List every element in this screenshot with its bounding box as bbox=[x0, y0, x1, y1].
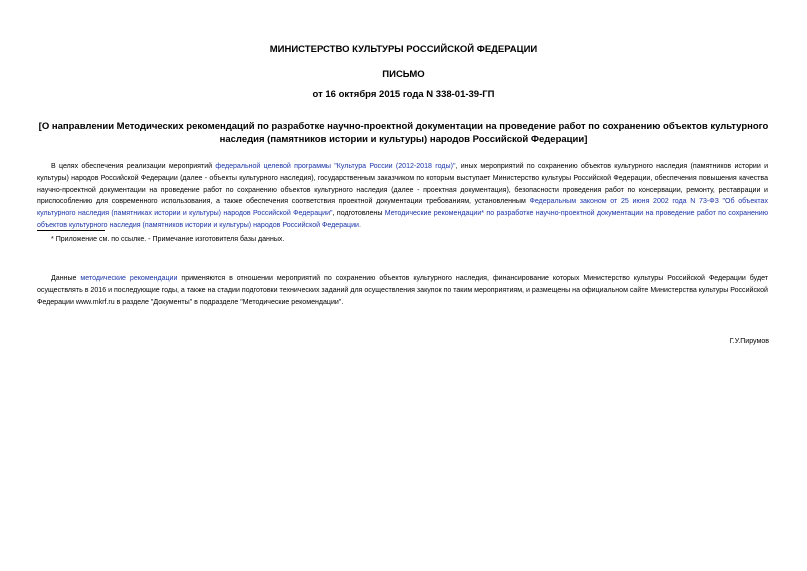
link-recommendations[interactable]: методические рекомендации bbox=[80, 275, 178, 282]
paragraph-main bbox=[37, 161, 768, 232]
paragraph-text: , подготовлены bbox=[332, 210, 385, 218]
footnote-divider bbox=[37, 230, 105, 231]
footnote: * Приложение см. по ссылке. - Примечание изготовителя базы данных. bbox=[51, 236, 285, 243]
ministry-heading: МИНИСТЕРСТВО КУЛЬТУРЫ РОССИЙСКОЙ ФЕДЕРАЦИИ bbox=[269, 44, 538, 55]
link-recommendations-title[interactable]: * по разработке научно-проектной документации на проведение работ по сохранению объектов культурного наследия (памятников истории и культуры) народов Российской Федерации. bbox=[37, 210, 768, 229]
paragraph-text: В целях обеспечения реализации мероприятий bbox=[51, 163, 216, 170]
document-subject: [О направлении Методических рекомендаций по разработке научно-проектной документации на проведение работ по сохранению объектов культурного наследия (памятников истории и культуры) народов Российской Федерации] bbox=[38, 121, 769, 145]
paragraph-text: применяются в отношении мероприятий по сохранению объектов культурного наследия, финансирование которых Министерство культуры Российской Федерации будет осуществлять в 2016 и последующие годы, а также на стадии подготовки технических заданий для осуществления закупок по таким мероприятиям, и размещены на официальном сайте Министерства культуры Российской Федерации www.mkrf.ru в разделе "Документы" в подразделе "Методические рекомендации". bbox=[37, 275, 768, 306]
link-methodical-recommendations[interactable]: Методические рекомендации bbox=[384, 210, 482, 218]
paragraph-text: , иных мероприятий по сохранению объектов культурного наследия (памятников истории и культуры) народов Российской Федерации (далее - объекты культурного наследия), государственным заказчиком по которым выступает Министерство культуры Российской Федерации, обеспечения повышения качества научно-проектной документации на проведение работ по сохранению объектов культурного наследия (далее - проектная документация), безопасности проведения работ по консервации, ремонту, реставрации и приспособлению для современного использования, а также обеспечения соответствия проектной документации требованиям, установленным bbox=[37, 163, 769, 206]
document-date-number: от 16 октября 2015 года N 338-01-39-ГП bbox=[312, 89, 495, 100]
paragraph-application bbox=[37, 273, 768, 308]
paragraph-text: Данные bbox=[51, 275, 81, 282]
document-type-heading: ПИСЬМО bbox=[382, 69, 425, 80]
link-federal-program[interactable]: федеральной целевой программы "Культура России (2012-2018 годы)" bbox=[215, 163, 456, 170]
signature: Г.У.Пирумов bbox=[729, 338, 769, 345]
link-federal-law[interactable]: Федеральным законом от 25 июня 2002 года N 73-ФЗ "Об объектах культурного наследия (памятниках истории и культуры) народов Российской Федерации" bbox=[37, 198, 768, 218]
